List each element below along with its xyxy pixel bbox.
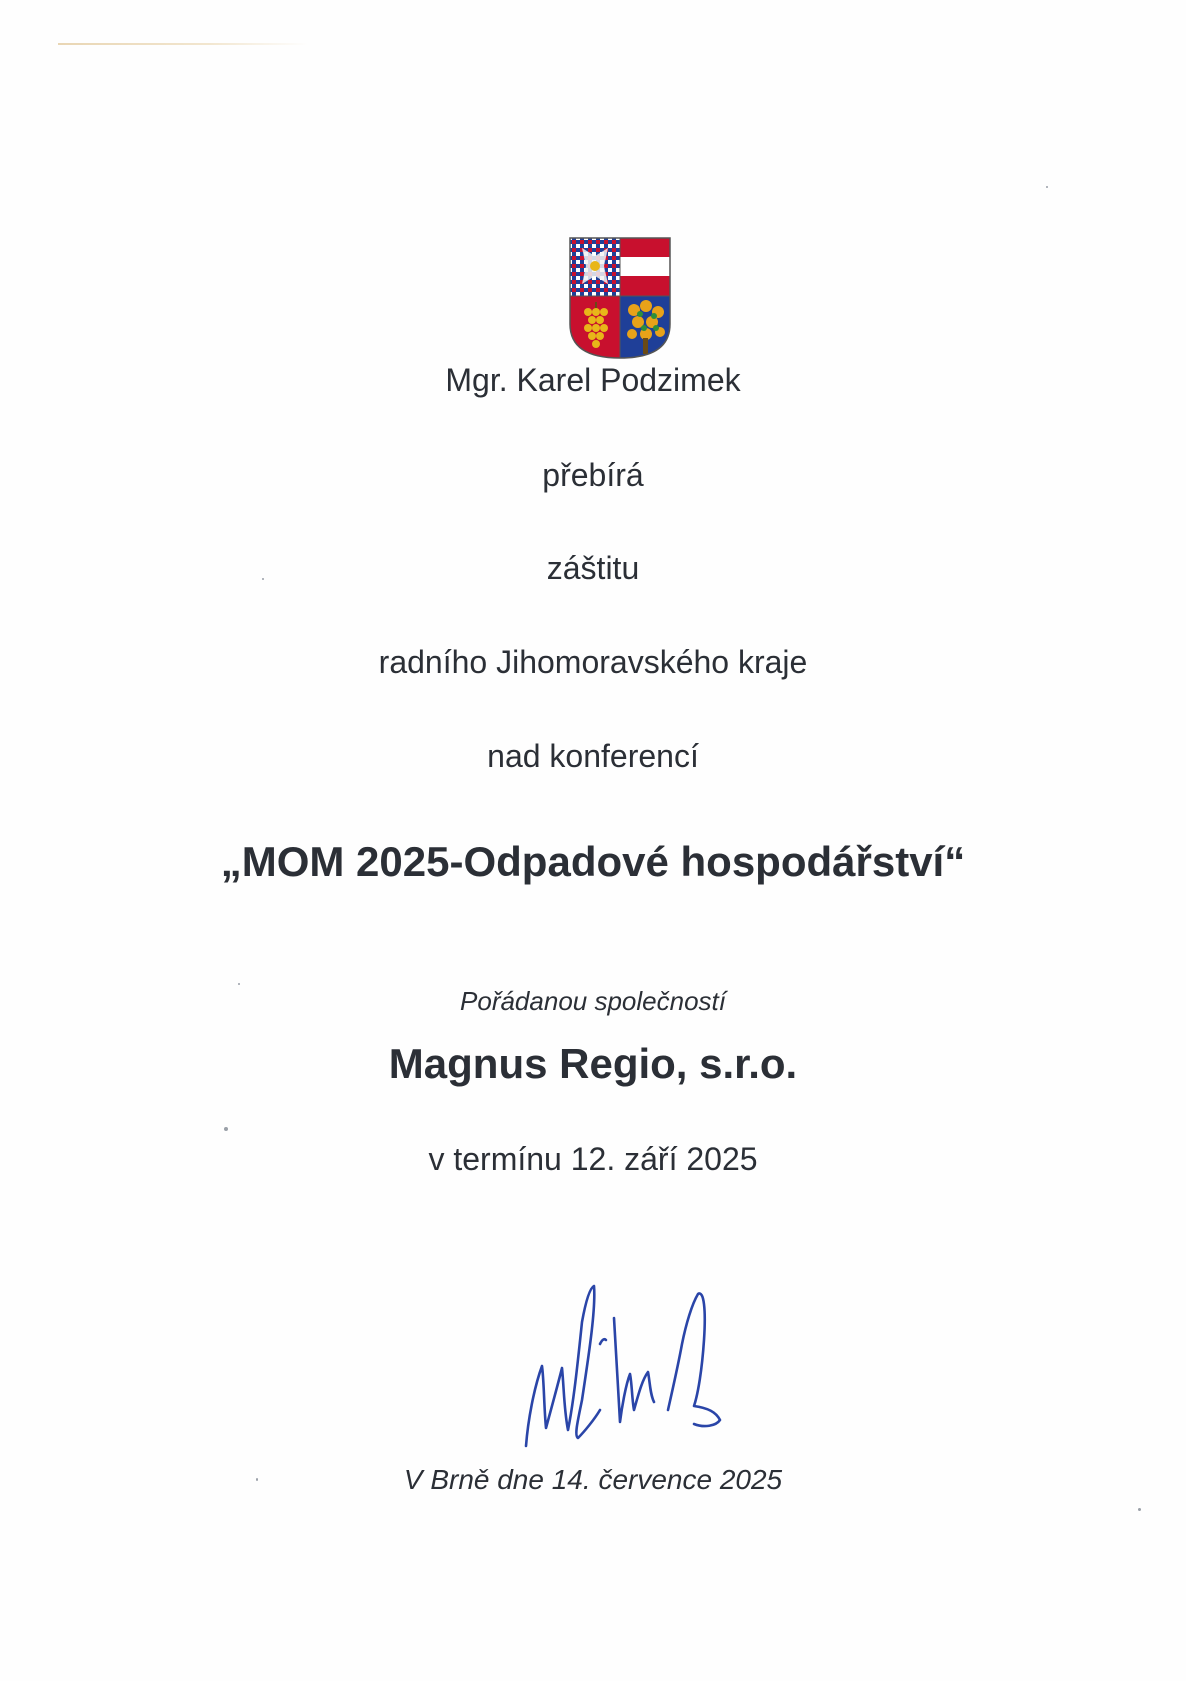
patron-name: Mgr. Karel Podzimek [445, 362, 741, 398]
patronage-text: záštitu [546, 550, 640, 586]
councillor-text: radního Jihomoravského kraje [378, 644, 808, 680]
takes-over-text: přebírá [542, 457, 644, 493]
scan-dust [224, 1127, 228, 1131]
scan-dust [1138, 1508, 1141, 1511]
coat-of-arms-icon [568, 236, 672, 360]
scan-artifact-line [58, 43, 308, 45]
organizer-name: Magnus Regio, s.r.o. [388, 1040, 798, 1087]
over-conference-text: nad konferencí [487, 738, 699, 774]
scan-dust [238, 983, 240, 985]
place-and-date: V Brně dne 14. července 2025 [403, 1464, 783, 1495]
conference-term: v termínu 12. září 2025 [428, 1141, 758, 1177]
handwritten-signature [508, 1270, 728, 1450]
scan-dust [1046, 186, 1048, 188]
conference-title: „MOM 2025-Odpadové hospodářství“ [220, 838, 966, 885]
organized-by-label: Pořádanou společností [460, 986, 726, 1016]
